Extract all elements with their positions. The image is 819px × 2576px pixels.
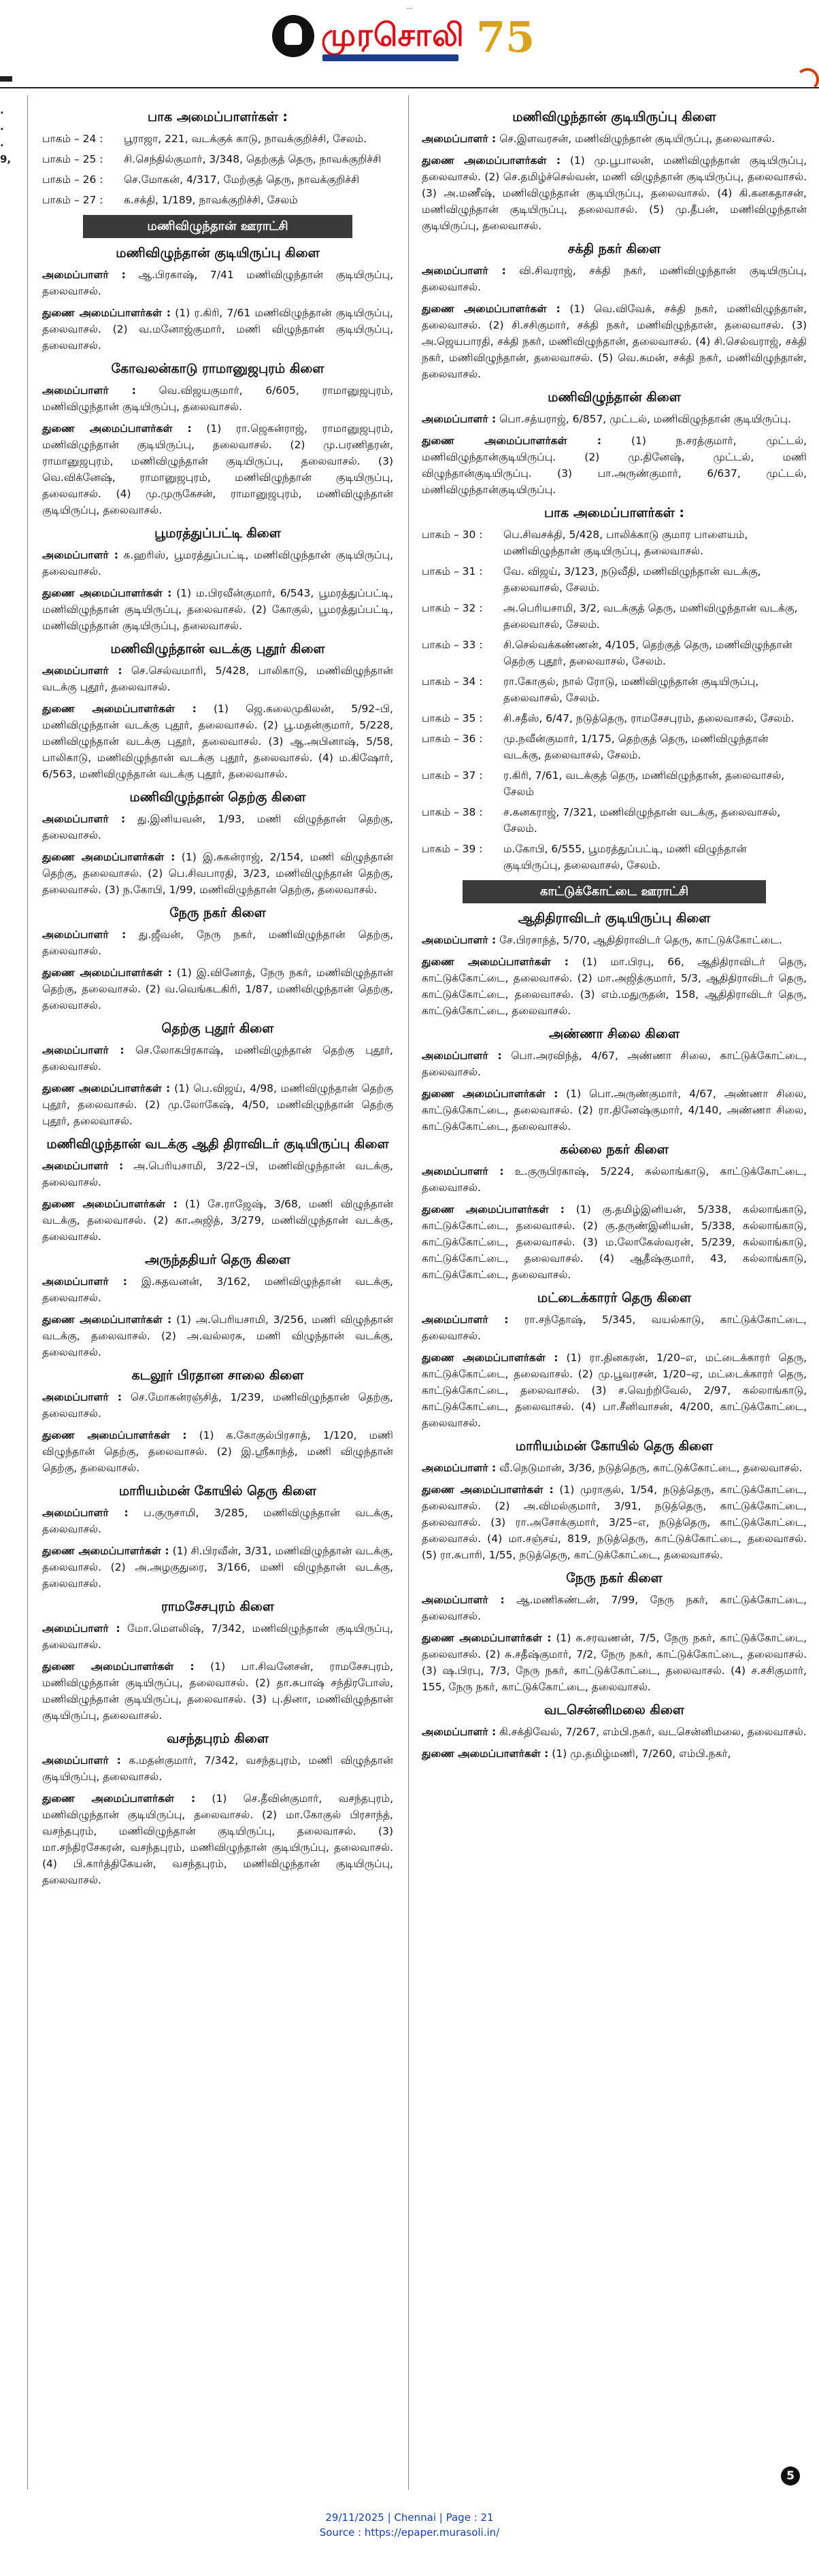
organiser-entry <box>42 926 393 959</box>
cropped-fragment <box>0 331 22 347</box>
booth-number: பாகம் – 39 : <box>422 843 483 855</box>
booth-number: பாகம் – 27 : <box>42 194 103 206</box>
entry-text: செ.லோகபிரகாஷ், மணிவிழுந்தான் தெற்கு புதூர், தலைவாசல். <box>42 1044 393 1073</box>
cropped-fragment <box>0 690 22 706</box>
booth-row <box>422 673 807 706</box>
section-heading: சக்தி நகர் கிளை <box>567 241 661 256</box>
entry-label: அமைப்பாளர் : <box>42 929 127 941</box>
entry-text: மோ.மௌலிஷ், 7/342, மணிவிழுந்தான் குடியிருப்பு, தலைவாசல். <box>42 1622 393 1651</box>
organiser-entry <box>42 1427 393 1476</box>
entry-text: வி.சிவராஜ், சக்தி நகர், மணிவிழுந்தான் குடியிருப்பு, தலைவாசல். <box>422 265 807 293</box>
newspaper-logo <box>272 12 558 67</box>
column-divider-center <box>408 95 409 2490</box>
organiser-entry <box>422 152 807 234</box>
organiser-entry <box>42 1658 393 1724</box>
section-heading: மணிவிழுந்தான் தெற்கு கிளை <box>129 790 306 805</box>
section-heading: பாக அமைப்பாளர்கள் : <box>544 505 684 520</box>
entry-text: ஆ.மணிகண்டன், 7/99, நேரு நகர், காட்டுக்கோட்டை, தலைவாசல். <box>422 1594 807 1622</box>
section-heading: தெற்கு புதூர் கிளை <box>161 1021 274 1036</box>
masthead <box>0 0 819 75</box>
entry-label: அமைப்பாளர் : <box>422 1594 505 1606</box>
cropped-fragment <box>0 445 22 461</box>
organiser-entry <box>42 305 393 354</box>
organiser-entry <box>42 701 393 782</box>
cropped-fragment <box>0 559 22 575</box>
cropped-fragment <box>0 298 22 314</box>
cropped-fragment <box>0 641 22 657</box>
booth-row <box>422 804 807 837</box>
organiser-entry <box>42 1042 393 1075</box>
entry-text: க.ஹரிஸ், பூமரத்துப்பட்டி, மணிவிழுந்தான் குடியிருப்பு, தலைவாசல். <box>42 549 393 578</box>
organiser-entry <box>42 1389 393 1422</box>
organiser-entry <box>42 811 393 843</box>
booth-row <box>42 131 393 147</box>
entry-text: இ.சுதவனன், 3/162, மணிவிழுந்தான் வடக்கு, தலைவாசல். <box>42 1275 393 1304</box>
entry-text: (1) பொ.அருண்குமார், 4/67, அண்ணா சிலை, காட்டுக்கோட்டை, தலைவாசல். (2) ரா.தினேஷ்குமார், 4/140, அண்ணா சிலை, காட்டுக்கோட்டை, தலைவாசல். <box>422 1088 807 1133</box>
entry-label: அமைப்பாளர் : <box>42 384 136 397</box>
entry-text: (1) அ.பெரியசாமி, 3/256, மணி விழுந்தான் வடக்கு, தலைவாசல். (2) அ.வல்லரசு, மணி விழுந்தான் வடக்கு, தலைவாசல். <box>42 1314 393 1358</box>
cropped-fragment <box>0 184 22 200</box>
entry-text: (1) பெ.விஜய், 4/98, மணிவிழுந்தான் தெற்கு புதூர், தலைவாசல். (2) மு.லோகேஷ், 4/50, மணிவிழுந்தான் தெற்கு புதூர், தலைவாசல். <box>42 1082 393 1127</box>
entry-text: து.இனியவன், 1/93, மணி விழுந்தான் தெற்கு, தலைவாசல். <box>42 813 393 841</box>
entry-label: அமைப்பாளர் : <box>422 265 506 277</box>
entry-label: துணை அமைப்பாளர்கள் : <box>422 1352 558 1364</box>
entry-text: (1) சி.பிரவீன், 3/31, மணிவிழுந்தான் வடக்கு, தலைவாசல். (2) அ.அழகுதுரை, 3/166, மணி விழுந்தான் வடக்கு, தலைவாசல். <box>42 1545 393 1590</box>
entry-text: ஆ.பிரகாஷ், 7/41 மணிவிழுந்தான் குடியிருப்பு, தலைவாசல். <box>42 269 393 297</box>
entry-label: துணை அமைப்பாளர்கள் : <box>422 303 561 315</box>
cropped-fragment <box>0 673 22 690</box>
entry-label: அமைப்பாளர் : <box>422 1165 504 1177</box>
entry-text: (1) கு.தமிழ்இனியன், 5/338, கல்லாங்காடு, காட்டுக்கோட்டை, தலைவாசல். (2) கு.தருண்இனியன், 5/338, கல்லாங்காடு, காட்டுக்கோட்டை, தலைவாசல். (3) ம.லோகேஸ்வரன், 5/239, கல்லாங்காடு, காட்டுக்கோட்டை, தலைவாசல். (4) ஆதீஷ்குமார், 43, கல்லாங்காடு, காட்டுக்கோட்டை, தலைவாசல். <box>422 1203 807 1281</box>
booth-number: பாகம் – 35 : <box>422 712 483 724</box>
logo-title: முரசொலி <box>321 16 465 53</box>
entry-text: (1) ரா.தினகரன், 1/20–எ, மட்டைக்காரர் தெரு, காட்டுக்கோட்டை, தலைவாசல். (2) மு.பூவரசன், 1/20–ஏ, மட்டைக்காரர் தெரு, காட்டுக்கோட்டை, தலைவாசல். (3) ச.வெற்றிவேல், 2/97, கல்லாங்காடு, காட்டுக்கோட்டை, தலைவாசல். (4) பா.சீனிவாசன், 4/200, காட்டுக்கோட்டை, தலைவாசல். <box>422 1352 807 1429</box>
panchayat-banner: மணிவிழுந்தான் ஊராட்சி <box>83 215 352 238</box>
entry-label: துணை அமைப்பாளர்கள் : <box>42 1082 171 1094</box>
organiser-entry <box>42 1273 393 1306</box>
entry-text: க.மதன்குமார், 7/342, வசந்தபுரம், மணி விழுந்தான் குடியிருப்பு, தலைவாசல். <box>42 1754 393 1783</box>
logo-anniversary-number: 75 <box>476 12 535 62</box>
booth-address: சி.செல்வக்கண்ணன், 4/105, தெற்குத் தெரு, மணிவிழுந்தான் தெற்கு புதூர், தலைவாசல், சேலம். <box>503 639 792 667</box>
entry-text: சே.பிரசாந்த், 5/70, ஆதிதிராவிடர் தெரு, காட்டுக்கோட்டை. <box>499 934 782 946</box>
cropped-fragment <box>0 592 22 608</box>
entry-text: (1) ம.பிரவீன்குமார், 6/543, பூமரத்துப்பட்டி, மணிவிழுந்தான் குடியிருப்பு, தலைவாசல். (2) கோகுல், பூமரத்துப்பட்டி, மணிவிழுந்தான் குடியிருப்பு, தலைவாசல். <box>42 587 393 632</box>
organiser-entry <box>42 267 393 299</box>
cropped-fragment <box>0 216 22 233</box>
organiser-entry <box>42 1080 393 1129</box>
entry-label: துணை அமைப்பாளர்கள் : <box>42 587 172 599</box>
entry-label: அமைப்பாளர் : <box>422 133 497 145</box>
entry-label: துணை அமைப்பாளர்கள் : <box>42 422 192 435</box>
organiser-entry <box>42 1752 393 1785</box>
cropped-fragment <box>0 657 22 673</box>
section-heading: அருந்ததியர் தெரு கிளை <box>145 1252 290 1267</box>
organiser-entry <box>422 1201 807 1283</box>
cropped-fragment <box>0 526 22 543</box>
section-heading: வடசென்னிமலை கிளை <box>544 1703 685 1718</box>
booth-address: அ.பெரியசாமி, 3/2, வடக்குத் தெரு, மணிவிழுந்தான் வடக்கு, தலைவாசல், சேலம். <box>503 602 798 631</box>
booth-row <box>42 192 393 208</box>
booth-row <box>422 841 807 873</box>
entry-label: அமைப்பாளர் : <box>42 1391 122 1403</box>
organiser-entry <box>42 1543 393 1592</box>
entry-label: அமைப்பாளர் : <box>42 269 126 281</box>
entry-label: துணை அமைப்பாளர்கள் : <box>42 1314 172 1326</box>
cropped-fragment: . <box>0 104 4 116</box>
cropped-fragment <box>0 282 22 298</box>
entry-label: துணை அமைப்பாளர்கள் : <box>422 1747 549 1760</box>
booth-row <box>422 767 807 800</box>
organiser-entry <box>422 263 807 295</box>
organiser-entry <box>42 1790 393 1888</box>
booth-number: பாகம் – 38 : <box>422 806 483 818</box>
page-number-badge: 5 <box>781 2466 800 2486</box>
entry-text: (1) செ.தீவின்குமார், வசந்தபுரம், மணிவிழுந்தான் குடியிருப்பு, தலைவாசல். (2) மா.கோகுல் பிரசாந்த், வசந்தபுரம், மணிவிழுந்தான் குடியிருப்பு, தலைவாசல். (3) மா.சந்திரசேகரன், வசந்தபுரம், மணிவிழுந்தான் குடியிருப்பு, தலைவாசல். (4) பி.கார்த்திகேயன், வசந்தபுரம், மணிவிழுந்தான் குடியிருப்பு, தலைவாசல். <box>42 1792 394 1886</box>
organiser-entry <box>422 1630 807 1695</box>
organiser-entry <box>42 663 393 695</box>
panchayat-banner: காட்டுக்கோட்டை ஊராட்சி <box>463 880 766 903</box>
cropped-fragment <box>0 739 22 755</box>
booth-address: க.சக்தி, 1/189, நாவக்குறிச்சி, சேலம் <box>124 194 298 206</box>
section-heading: கோவலன்காடு ராமானுஜபுரம் கிளை <box>111 361 324 376</box>
entry-label: துணை அமைப்பாளர்கள் : <box>42 1198 178 1210</box>
booth-address: வே. விஜய், 3/123, நடுவீதி, மணிவிழுந்தான் வடக்கு, தலைவாசல், சேலம். <box>503 565 761 594</box>
entry-label: துணை அமைப்பாளர்கள் : <box>42 1429 187 1441</box>
section-heading: நேரு நகர் கிளை <box>169 905 266 920</box>
organiser-entry <box>422 301 807 382</box>
entry-text: து.ஜீவன், நேரு நகர், மணிவிழுந்தான் தெற்கு, தலைவாசல். <box>42 929 394 957</box>
footer-source-link[interactable]: Source : https://epaper.murasoli.in/ <box>319 2526 500 2539</box>
entry-label: அமைப்பாளர் : <box>42 549 118 561</box>
right-column <box>422 102 807 1767</box>
entry-text: (1) சு.சரவணன், 7/5, நேரு நகர், காட்டுக்கோட்டை, தலைவாசல். (2) சு.சதீஷ்குமார், 7/2, நேரு நகர், காட்டுக்கோட்டை, தலைவாசல். (3) ஷ.பிரபு, 7/3, நேரு நகர், காட்டுக்கோட்டை, தலைவாசல். (4) ச.சசிகுமார், 155, நேரு நகர், காட்டுக்கோட்டை, தலைவாசல். <box>422 1632 807 1693</box>
organiser-entry <box>422 1460 807 1476</box>
entry-label: அமைப்பாளர் : <box>42 1754 121 1767</box>
organiser-entry <box>422 1745 807 1762</box>
cropped-fragment <box>0 396 22 412</box>
organiser-entry <box>422 1482 807 1563</box>
entry-text: (1) ஜெ.கலைமுகிலன், 5/92–பி, மணிவிழுந்தான் வடக்கு புதூர், தலைவாசல். (2) பூ.மதன்குமார், 5/228, மணிவிழுந்தான் வடக்கு புதூர், தலைவாசல். (3) ஆ.அபினாஷ், 5/58, பாலிகாடு, மணிவிழுந்தான் வடக்கு புதூர், தலைவாசல். (4) ம.கிஷோர், 6/563, மணிவிழுந்தான் வடக்கு புதூர், தலைவாசல். <box>42 703 393 780</box>
booth-address: பூராஜா, 221, வடக்குக் காடு, நாவக்குறிச்சி, சேலம். <box>124 133 367 145</box>
entry-text: (1) மா.பிரபு, 66, ஆதிதிராவிடர் தெரு, காட்டுக்கோட்டை, தலைவாசல். (2) மா.அஜித்குமார், 5/3, ஆதிதிராவிடர் தெரு, காட்டுக்கோட்டை, தலைவாசல். (3) எம்.மதுருதன், 158, ஆதிதிராவிடர் தெரு, காட்டுக்கோட்டை, தலைவாசல். <box>422 956 807 1017</box>
organiser-entry <box>422 932 807 948</box>
booth-row <box>422 710 807 726</box>
entry-label: துணை அமைப்பாளர்கள் : <box>422 956 569 968</box>
section-heading: கடலூர் பிரதான சாலை கிளை <box>131 1368 304 1383</box>
entry-text: வெ.விஜயகுமார், 6/605, ராமானுஜபுரம், மணிவிழுந்தான் குடியிருப்பு, தலைவாசல். <box>42 384 393 413</box>
entry-text: உ.குருபிரகாஷ், 5/224, கல்லாங்காடு, காட்டுக்கோட்டை, தலைவாசல். <box>422 1165 807 1194</box>
entry-label: துணை அமைப்பாளர்கள் : <box>422 435 602 447</box>
entry-label: அமைப்பாளர் : <box>422 1726 497 1738</box>
organiser-entry <box>42 1196 393 1245</box>
organiser-entry <box>42 1505 393 1537</box>
organiser-entry <box>422 1086 807 1135</box>
entry-label: அமைப்பாளர் : <box>42 1044 124 1056</box>
organiser-entry <box>42 1158 393 1190</box>
booth-address: சி.சதீஸ், 6/47, நடுத்தெரு, ராமசேசபுரம், தலைவாசல், சேலம். <box>503 712 795 724</box>
entry-text: பொ.சத்யராஜ், 6/857, முட்டல், மணிவிழுந்தான் குடியிருப்பு. <box>499 413 791 425</box>
cropped-fragment <box>0 412 22 429</box>
booth-number: பாகம் – 33 : <box>422 639 483 651</box>
entry-label: துணை அமைப்பாளர்கள் : <box>42 967 172 979</box>
entry-label: அமைப்பாளர் : <box>422 934 497 946</box>
entry-label: அமைப்பாளர் : <box>42 1275 127 1288</box>
section-heading: பாக அமைப்பாளர்கள் : <box>147 110 288 124</box>
section-heading: மணிவிழுந்தான் கிளை <box>548 390 681 405</box>
booth-number: பாகம் – 26 : <box>42 173 103 186</box>
cropped-fragment <box>0 167 22 184</box>
booth-number: பாகம் – 34 : <box>422 675 483 688</box>
entry-label: அமைப்பாளர் : <box>42 1160 124 1172</box>
footer-date-page: 29/11/2025 | Chennai | Page : 21 <box>325 2511 494 2524</box>
cropped-fragment <box>0 314 22 331</box>
entry-text: பொ.அரவிந்த், 4/67, அண்ணா சிலை, காட்டுக்கோட்டை, தலைவாசல். <box>422 1050 807 1078</box>
entry-text: (1) ந.சரத்குமார், முட்டல், மணிவிழுந்தான்குடியிருப்பு. (2) மு.தினேஷ், முட்டல், மணி விழுந்தான்குடியிருப்பு. (3) பா.அருண்குமார், 6/637, முட்டல், மணிவிழுந்தான்குடியிருப்பு. <box>422 435 807 496</box>
organiser-entry <box>42 849 393 898</box>
entry-label: துணை அமைப்பாளர்கள் : <box>422 154 561 167</box>
entry-label: அமைப்பாளர் : <box>42 813 126 825</box>
entry-label: துணை அமைப்பாளர்கள் : <box>422 1484 554 1496</box>
booth-row <box>42 171 393 188</box>
entry-text: கி.சக்திவேல், 7/267, எம்பி.நகர், வடசென்னிமலை, தலைவாசல். <box>499 1726 807 1738</box>
booth-address: ர.கிரி, 7/61, வடக்குத் தெரு, மணிவிழுந்தான், தலைவாசல், சேலம் <box>503 769 785 798</box>
organiser-entry <box>42 1311 393 1360</box>
booth-row <box>422 563 807 596</box>
booth-number: பாகம் – 30 : <box>422 529 483 541</box>
entry-label: அமைப்பாளர் : <box>42 1507 129 1519</box>
booth-address: ச.கனகராஜ், 7/321, மணிவிழுந்தான் வடக்கு, தலைவாசல், சேலம். <box>503 806 781 835</box>
entry-text: (1) இ.சுகன்ராஜ், 2/154, மணி விழுந்தான் தெற்கு, தலைவாசல். (2) பெ.சிவபாரதி, 3/23, மணிவிழுந்தான் தெற்கு, தலைவாசல். (3) ந.கோபி, 1/99, மணிவிழுந்தான் தெற்கு, தலைவாசல். <box>42 851 393 896</box>
section-heading: ராமசேசபுரம் கிளை <box>161 1599 275 1614</box>
entry-label: துணை அமைப்பாளர்கள் : <box>422 1203 565 1216</box>
booth-row <box>42 151 393 167</box>
cropped-fragment: . <box>0 120 4 133</box>
section-heading: வசந்தபுரம் கிளை <box>167 1731 269 1746</box>
cropped-fragment <box>0 494 22 510</box>
masthead-tagline: … <box>406 4 413 11</box>
entry-text: (1) க.கோகுல்பிரசாத், 1/120, மணி விழுந்தான் தெற்கு, தலைவாசல். (2) இ.ஸ்ரீகாந்த், மணி விழுந்தான் தெற்கு, தலைவாசல். <box>42 1429 393 1474</box>
booth-address: செ.மோகன், 4/317, மேற்குத் தெரு, நாவக்குறிச்சி <box>124 173 360 186</box>
cropped-fragment <box>0 608 22 624</box>
entry-text: (1) மு.தமிழ்மணி, 7/260, எம்பி.நகர், <box>552 1747 731 1760</box>
section-heading: பூமரத்துப்பட்டி கிளை <box>154 526 281 541</box>
organiser-entry <box>422 433 807 498</box>
booth-address: ரா.கோகுல், நால் ரோடு, மணிவிழுந்தான் குடியிருப்பு, தலைவாசல், சேலம். <box>503 675 759 704</box>
entry-text: (1) ர.கிரி, 7/61 மணிவிழுந்தான் குடியிருப்பு, தலைவாசல். (2) வ.மனோஜ்குமார், மணி விழுந்தான் குடியிருப்பு, தலைவாசல். <box>42 307 393 352</box>
organiser-entry <box>422 1048 807 1080</box>
cropped-fragment <box>0 380 22 396</box>
entry-label: அமைப்பாளர் : <box>422 1462 497 1474</box>
entry-text: ப.குருசாமி, 3/285, மணிவிழுந்தான் வடக்கு, தலைவாசல். <box>42 1507 393 1535</box>
entry-label: துணை அமைப்பாளர்கள் : <box>42 1660 195 1673</box>
booth-address: மு.நவீன்குமார், 1/175, தெற்குத் தெரு, மணிவிழுந்தான் வடக்கு, தலைவாசல், சேலம். <box>503 733 769 761</box>
entry-text: செ.மோகன்ரஞ்சித், 1/239, மணிவிழுந்தான் தெற்கு, தலைவாசல். <box>42 1391 393 1420</box>
cropped-fragment <box>0 543 22 559</box>
booth-row <box>422 526 807 559</box>
entry-text: செ.செல்வமாரி, 5/428, பாலிகாடு, மணிவிழுந்தான் வடக்கு புதூர், தலைவாசல். <box>42 665 393 693</box>
entry-label: துணை அமைப்பாளர்கள் : <box>422 1088 558 1100</box>
logo-emblem-icon <box>272 15 314 57</box>
organiser-entry <box>42 420 393 518</box>
booth-address: ம.கோபி, 6/555, பூமரத்துப்பட்டி, மணி விழுந்தான் குடியிருப்பு, தலைவாசல், சேலம். <box>503 843 747 871</box>
organiser-entry <box>422 1592 807 1624</box>
left-edge-mark <box>0 76 12 82</box>
cropped-fragment: 9, <box>0 153 12 165</box>
booth-row <box>422 637 807 669</box>
entry-text: ரா.சந்தோஷ், 5/345, வயல்காடு, காட்டுக்கோட்டை, தலைவாசல். <box>422 1314 807 1342</box>
entry-text: வீ.நெடுமான், 3/36, நடுத்தெரு, காட்டுக்கோட்டை, தலைவாசல். <box>499 1462 803 1474</box>
entry-label: அமைப்பாளர் : <box>422 413 497 425</box>
booth-number: பாகம் – 37 : <box>422 769 483 782</box>
cropped-fragment <box>0 722 22 739</box>
section-heading: அண்ணா சிலை கிளை <box>549 1026 680 1041</box>
page-footer <box>0 2510 819 2540</box>
organiser-entry <box>42 382 393 415</box>
booth-address: சி.செந்தில்குமார், 3/348, தெற்குத் தெரு, நாவக்குறிச்சி <box>124 153 382 165</box>
cropped-fragment <box>0 200 22 216</box>
section-heading: கல்லை நகர் கிளை <box>560 1142 669 1157</box>
booth-number: பாகம் – 24 : <box>42 133 103 145</box>
entry-text: (1) பா.சிவனேசன், ராமசேசபுரம், மணிவிழுந்தான் குடியிருப்பு, தலைவாசல். (2) தா.சுபாஷ் சந்திரபோஸ், மணிவிழுந்தான் குடியிருப்பு, தலைவாசல். (3) பு.தினா, மணிவிழுந்தான் குடியிருப்பு, தலைவாசல். <box>42 1660 394 1722</box>
cropped-fragment <box>0 249 22 265</box>
cropped-fragment: . <box>0 137 4 149</box>
entry-label: துணை அமைப்பாளர்கள் : <box>42 703 197 715</box>
organiser-entry <box>42 547 393 580</box>
organiser-entry <box>422 131 807 147</box>
booth-number: பாகம் – 32 : <box>422 602 483 614</box>
section-heading: மாரியம்மன் கோயில் தெரு கிளை <box>515 1439 714 1454</box>
cropped-fragment <box>0 510 22 526</box>
section-heading: நேரு நகர் கிளை <box>566 1571 663 1586</box>
cropped-fragment <box>0 706 22 722</box>
organiser-entry <box>422 411 807 427</box>
organiser-entry <box>422 1350 807 1431</box>
entry-label: துணை அமைப்பாளர்கள் : <box>422 1632 552 1644</box>
booth-row <box>422 600 807 633</box>
column-divider-left <box>27 95 28 2490</box>
entry-text: செ.இளவரசன், மணிவிழுந்தான் குடியிருப்பு, தலைவாசல். <box>499 133 775 145</box>
cropped-fragment <box>0 624 22 641</box>
entry-label: துணை அமைப்பாளர்கள் : <box>42 1545 169 1557</box>
section-heading: மணிவிழுந்தான் குடியிருப்பு கிளை <box>512 110 716 124</box>
cropped-fragment <box>0 363 22 380</box>
cropped-fragment <box>0 265 22 282</box>
booth-number: பாகம் – 31 : <box>422 565 483 578</box>
entry-label: அமைப்பாளர் : <box>42 665 122 677</box>
logo-underline <box>322 54 458 61</box>
cropped-fragment <box>0 575 22 592</box>
entry-text: (1) முராகுல், 1/54, நடுத்தெரு, காட்டுக்கோட்டை, தலைவாசல். (2) அ.விமல்குமார், 3/91, நடுத்தெரு, காட்டுக்கோட்டை, தலைவாசல். (3) ரா.அசோக்குமார், 3/25–எ, நடுத்தெரு, காட்டுக்கோட்டை, தலைவாசல். (4) மா.சஞ்சய், 819, நடுத்தெரு, காட்டுக்கோட்டை, தலைவாசல். (5) ரா.சுபாரி, 1/55, நடுத்தெரு, காட்டுக்கோட்டை, தலைவாசல். <box>422 1484 807 1561</box>
section-heading: மணிவிழுந்தான் வடக்கு ஆதி திராவிடர் குடியிருப்பு கிளை <box>46 1137 389 1152</box>
entry-text: (1) வெ.விவேக், சக்தி நகர், மணிவிழுந்தான், தலைவாசல். (2) சி.சசிகுமார், சக்தி நகர், மணிவிழுந்தான், தலைவாசல். (3) அ.ஜெயபாரதி, சக்தி நகர், மணிவிழுந்தான், தலைவாசல். (4) சி.செல்வராஜ், சக்தி நகர், மணிவிழுந்தான், தலைவாசல். (5) வெ.சுமன், சக்தி நகர், மணிவிழுந்தான், தலைவாசல். <box>422 303 807 380</box>
cropped-fragment <box>0 233 22 249</box>
entry-text: (1) மு.பூபாலன், மணிவிழுந்தான் குடியிருப்பு, தலைவாசல். (2) செ.தமிழ்ச்செல்வன், மணி விழுந்தான் குடியிருப்பு, தலைவாசல். (3) அ.மணீஷ், மணிவிழுந்தான் குடியிருப்பு, தலைவாசல். (4) கி.கனகதாசன், மணிவிழுந்தான் குடியிருப்பு, தலைவாசல். (5) மு.தீபன், மணிவிழுந்தான் குடியிருப்பு, தலைவாசல். <box>422 154 807 232</box>
organiser-entry <box>422 954 807 1019</box>
organiser-entry <box>42 585 393 634</box>
booth-address: பெ.சிவசக்தி, 5/428, பாலிக்காடு குமார பாளையம், மணிவிழுந்தான் குடியிருப்பு, தலைவாசல். <box>503 529 748 557</box>
entry-label: அமைப்பாளர் : <box>422 1050 502 1062</box>
header-rule <box>0 87 819 88</box>
booth-number: பாகம் – 25 : <box>42 153 103 165</box>
booth-number: பாகம் – 36 : <box>422 733 483 745</box>
organiser-entry <box>42 1620 393 1653</box>
entry-text: அ.பெரியசாமி, 3/22–பி, மணிவிழுந்தான் வடக்கு, தலைவாசல். <box>42 1160 393 1188</box>
entry-text: (1) இ.வினோத், நேரு நகர், மணிவிழுந்தான் தெற்கு, தலைவாசல். (2) வ.வெங்கடகிரி, 1/87, மணிவிழுந்தான் தெற்கு, தலைவாசல். <box>42 967 394 1011</box>
section-heading: மாரியம்மன் கோயில் தெரு கிளை <box>118 1484 317 1499</box>
entry-label: அமைப்பாளர் : <box>422 1314 509 1326</box>
booth-row <box>422 731 807 763</box>
organiser-entry <box>422 1163 807 1196</box>
middle-column <box>42 102 393 1894</box>
organiser-entry <box>42 965 393 1014</box>
section-heading: மணிவிழுந்தான் வடக்கு புதூர் கிளை <box>110 641 325 656</box>
organiser-entry <box>422 1311 807 1344</box>
section-heading: ஆதிதிராவிடர் குடியிருப்பு கிளை <box>518 911 711 926</box>
entry-label: துணை அமைப்பாளர்கள் : <box>42 851 176 863</box>
cropped-fragment <box>0 429 22 445</box>
cropped-fragment <box>0 347 22 363</box>
entry-label: அமைப்பாளர் : <box>42 1622 120 1635</box>
entry-label: துணை அமைப்பாளர்கள் : <box>42 307 171 319</box>
section-heading: மட்டைக்காரர் தெரு கிளை <box>537 1290 692 1305</box>
cropped-fragment <box>0 461 22 478</box>
section-heading: மணிவிழுந்தான் குடியிருப்பு கிளை <box>116 246 320 261</box>
entry-label: துணை அமைப்பாளர்கள் : <box>42 1792 196 1805</box>
entry-text: (1) சே.ராஜேஷ், 3/68, மணி விழுந்தான் வடக்கு, தலைவாசல். (2) கா.அஜித், 3/279, மணிவிழுந்தான் வடக்கு, தலைவாசல். <box>42 1198 393 1243</box>
organiser-entry <box>422 1724 807 1740</box>
entry-text: (1) ரா.ஜெகன்ராஜ், ராமானுஜபுரம், மணிவிழுந்தான் குடியிருப்பு, தலைவாசல். (2) மு.பரணிதரன், ராமானுஜபுரம், மணிவிழுந்தான் குடியிருப்பு, தலைவாசல். (3) வெ.விக்னேஷ், ராமானுஜபுரம், மணிவிழுந்தான் குடியிருப்பு, தலைவாசல். (4) மு.முருகேசன், ராமானுஜபுரம், மணிவிழுந்தான் குடியிருப்பு, தலைவாசல். <box>42 422 394 516</box>
left-cropped-column <box>0 102 22 755</box>
cropped-fragment <box>0 478 22 494</box>
